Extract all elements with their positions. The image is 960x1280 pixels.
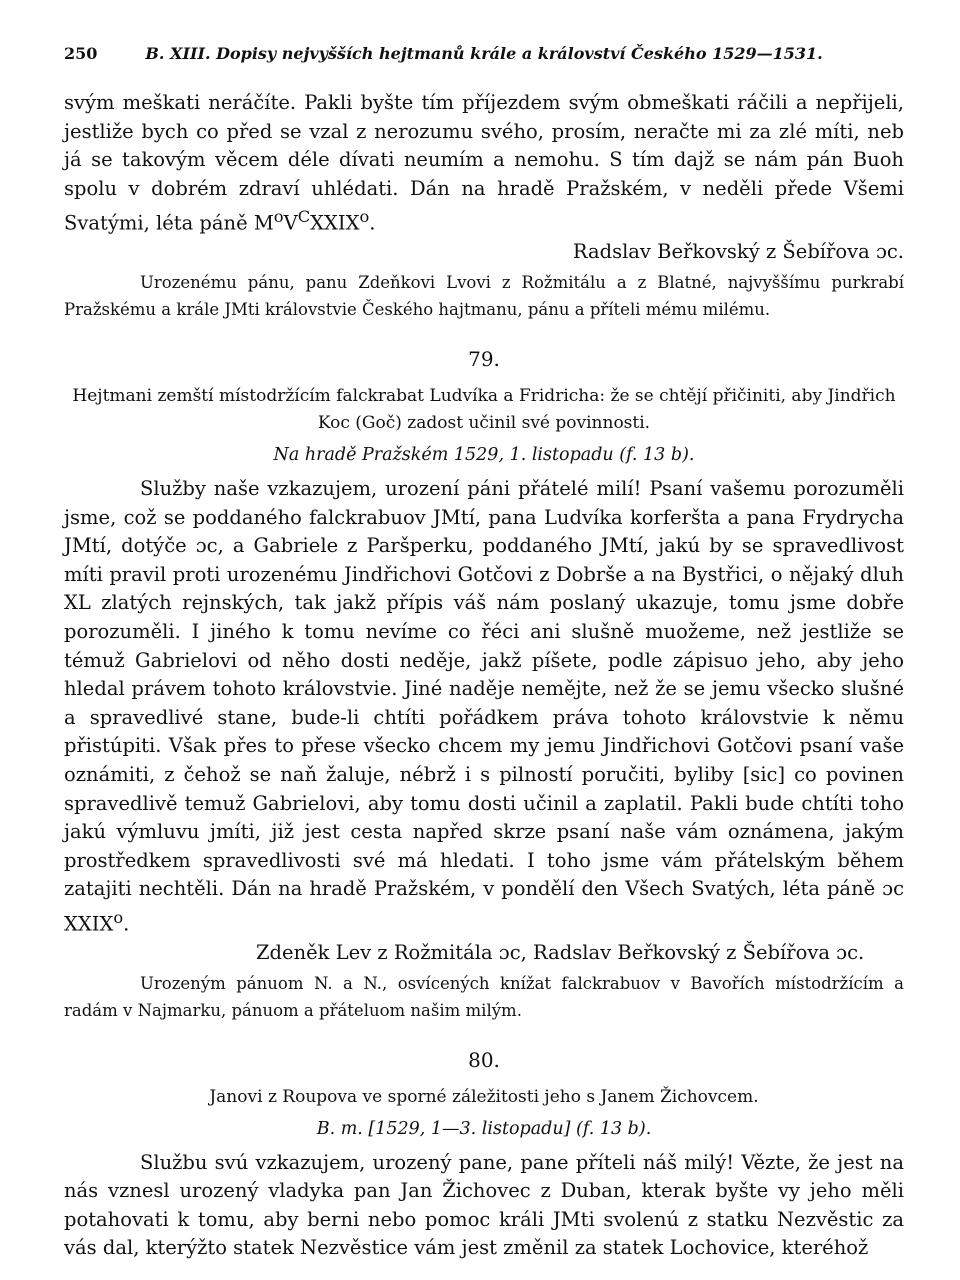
letter-80-body: Službu svú vzkazujem, urozený pane, pane příteli náš milý! Vězte, že jest na nás vznesl urozený vladyka pan Jan Žichovec z Duban, kterak byšte vy jeho měli potahovati k tomu, aby berni nebo pomoc králi JMti svolenú z statku Nezvěstic za vás dal, kterýžto statek Nezvěstice vám jest změnil za statek Lochovice, kteréhož — [64, 1150, 904, 1260]
date-mid: V — [283, 211, 298, 235]
date-sup-1: o — [273, 207, 284, 227]
letter-80-summary: Janovi z Roupova ve sporné záležitosti jeho s Janem Žichovcem. — [209, 1086, 759, 1107]
continuation-signature: Radslav Beřkovský z Šebířova ɔc. — [572, 240, 904, 264]
letter-79-summary: Hejtmani zemští místodržícím falckrabat Ludvíka a Fridricha: že se chtějí přičiniti, aby Jindřich Koc (Goč) zadost učinil své povinnosti. — [72, 386, 896, 434]
letter-79-address — [64, 970, 904, 1024]
letter-79-body — [64, 475, 904, 939]
running-head-title: B. XIII. Dopisy nejvyšších hejtmanů krále a království Českého 1529—1531. — [145, 44, 823, 63]
letter-79-body-end: . — [123, 912, 130, 936]
letter-79-address-text: Urozeným pánuom N. a N., osvícených knížat falckrabuov v Bavořích místodržícím a radám v Najmarku, pánuom a přáteluom našim milým. — [64, 973, 904, 1020]
date-end: XXIX — [310, 211, 360, 235]
date-sup-3: o — [359, 207, 370, 227]
letter-79-signature: Zdeněk Lev z Rožmitála ɔc, Radslav Beřkovský z Šebířova ɔc. — [256, 941, 865, 965]
date-sup-2: C — [297, 207, 311, 227]
running-head — [64, 44, 904, 63]
letter-79-body-text: Služby naše vzkazujem, urození páni přátelé milí! Psaní vašemu porozuměli jsme, což se poddaného falckrabuov JMtí, pana Ludvíka korferšta a pana Frydrycha JMtí, dotýče ɔc, a Gabriele z Paršperku, poddaného JMtí, jakú by se spravedlivost míti pravil proti urozenému Jindřichovi Gotčovi z Dobrše a na Bystřici, o nějaký dluh XL zlatých rejnských, tak jakž přípis váš nám poslaný ukazuje, tomu jsme dobře porozuměli. I jiného k tomu nevíme co řéci ani slušně muožeme, než jestliže se témuž Gabrielovi od něho dosti neděje, jakž píšete, podle zápisuo jeho, aby jeho hledal právem tohoto královstvie. Jiné naděje nemějte, než že se jemu všecko slušné a spravedlivé stane, bude-li chtíti pořádkem práva tohoto královstvie k němu přistúpiti. Však přes to přese všecko chcem my jemu Jindřichovi Gotčovi psaní vaše oznámiti, z čehož se naň žaluje, nébrž i s pilností poručiti, byliby [sic] co povinen spravedlivě temuž Gabrielovi, aby tomu dosti učinil a zaplatil. Pakli bude chtíti toho jakú výmluvu jmíti, již jest cesta napřed skrze psaní naše vám oznámena, jakým prostředkem spravedlivosti své má hledati. I toho jsme vám přátelským během zatajiti nechtěli. Dán na hradě Pražském, v pondělí den Všech Svatých, léta páně ɔc XXIX — [64, 477, 904, 936]
letter-79-number: 79. — [468, 347, 500, 372]
letter-80-number: 80. — [468, 1047, 500, 1072]
continuation-paragraph — [64, 89, 904, 238]
letter-79-body-sup: o — [113, 907, 124, 927]
page-number: 250 — [64, 44, 98, 63]
date-dot: . — [369, 211, 376, 235]
continuation-text: svým meškati neráčíte. Pakli byšte tím příjezdem svým obmeškati ráčili a nepřijeli, jestliže bych co před se vzal z nerozumu svého, prosím, neračte mi za zlé míti, neb já se takovým věcem déle dívati neumím a nemohu. S tím dajž se nám pán Buoh spolu v dobrém zdraví uhlédati. Dán na hradě Pražském, v neděli přede Všemi Svatými, léta páně M — [64, 91, 904, 235]
letter-79-dateline: Na hradě Pražském 1529, 1. listopadu (f. 13 b). — [273, 445, 695, 466]
letter-80-dateline: B. m. [1529, 1—3. listopadu] (f. 13 b). — [316, 1118, 652, 1139]
address-text: Urozenému pánu, panu Zdeňkovi Lvovi z Rožmitálu a z Blatné, najvyššímu purkrabí Pražskému a krále JMti královstvie Českého hajtmanu, pánu a příteli mému milému. — [64, 273, 904, 320]
continuation-address — [64, 269, 904, 323]
